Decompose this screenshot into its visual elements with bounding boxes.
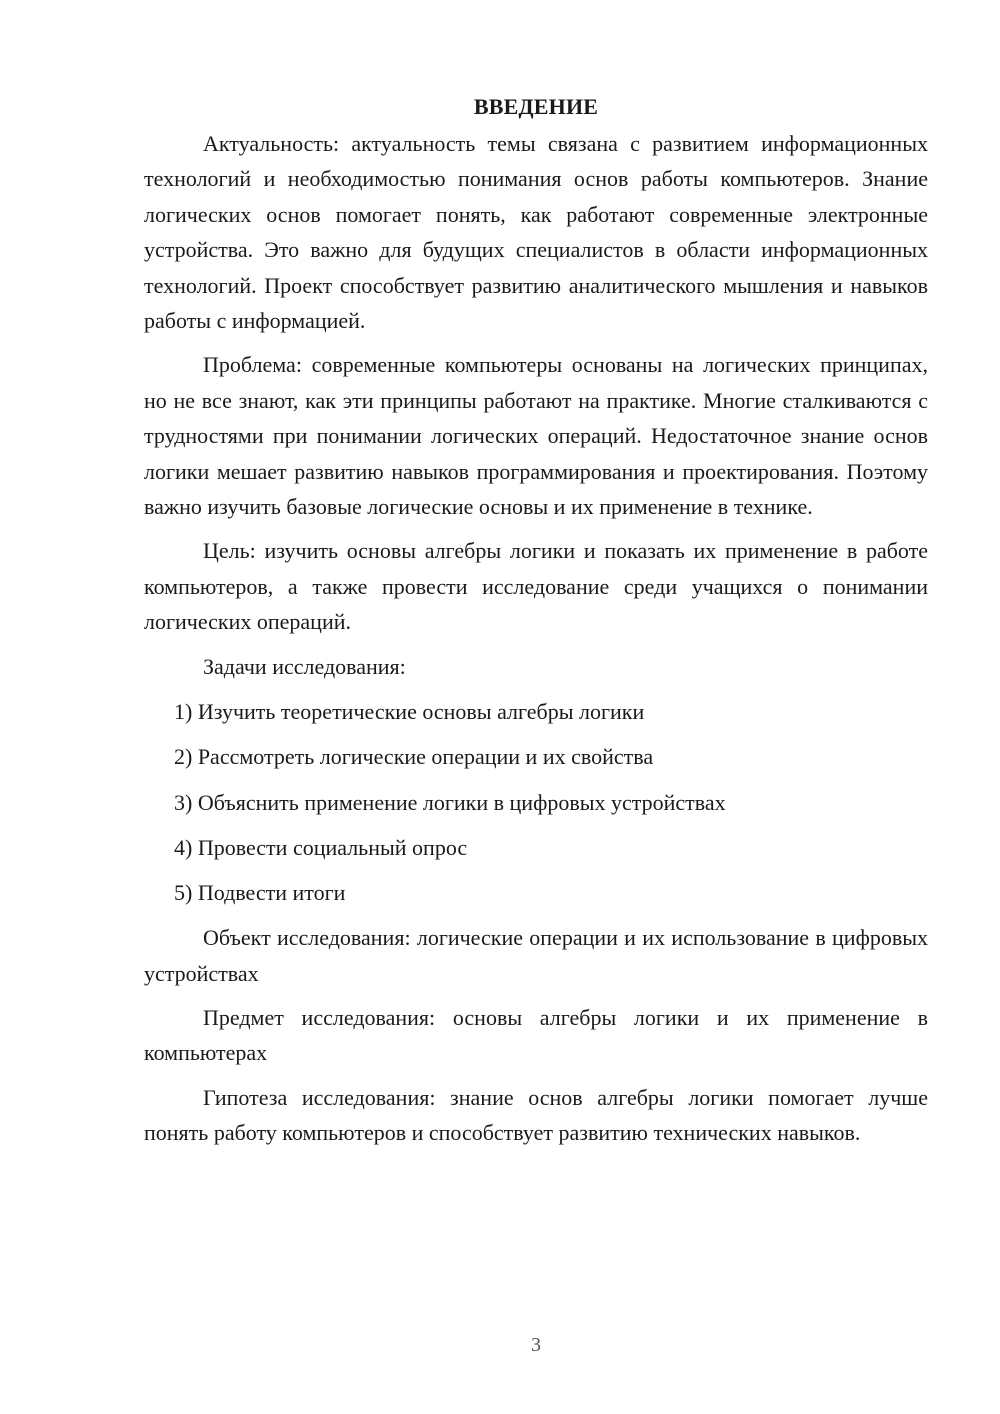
subject-paragraph: Предмет исследования: основы алгебры логики и их применение в компьютерах xyxy=(144,1004,928,1066)
task-item: 2) Рассмотреть логические операции и их свойства xyxy=(174,744,654,770)
object-paragraph: Объект исследования: логические операции и их использование в цифровых устройствах xyxy=(144,925,928,986)
page-number: 3 xyxy=(531,1334,541,1356)
hypothesis-paragraph: Гипотеза исследования: знание основ алгебры логики помогает лучше понять работу компьютеров и способствует развитию технических навыков. xyxy=(144,1084,928,1146)
goal-paragraph: Цель: изучить основы алгебры логики и показать их применение в работе компьютеров, а также провести исследование среди учащихся о понимании логических операций. xyxy=(144,538,928,635)
task-item: 4) Провести социальный опрос xyxy=(174,834,468,860)
tasks-list xyxy=(144,694,928,910)
document-page xyxy=(144,92,928,1160)
task-item: 3) Объяснить применение логики в цифровых устройствах xyxy=(174,789,726,815)
problem-paragraph: Проблема: современные компьютеры основаны на логических принципах, но не все знают, как эти принципы работают на практике. Многие сталкиваются с трудностями при понимании логических операций. Недостаточное знание основ логики мешает развитию навыков программирования и проектирования. Поэтому важно изучить базовые логические основы и их применение в технике. xyxy=(144,352,928,520)
task-item: 5) Подвести итоги xyxy=(174,879,346,905)
relevance-paragraph: Актуальность: актуальность темы связана с развитием информационных технологий и необходимостью понимания основ работы компьютеров. Знание логических основ помогает понять, как работают современные электронные устройства. Это важно для будущих специалистов в области информационных технологий. Проект способствует развитию аналитического мышления и навыков работы с информацией. xyxy=(144,131,928,334)
section-title: ВВЕДЕНИЕ xyxy=(473,94,599,119)
tasks-heading: Задачи исследования: xyxy=(203,653,406,679)
task-item: 1) Изучить теоретические основы алгебры логики xyxy=(174,699,645,725)
